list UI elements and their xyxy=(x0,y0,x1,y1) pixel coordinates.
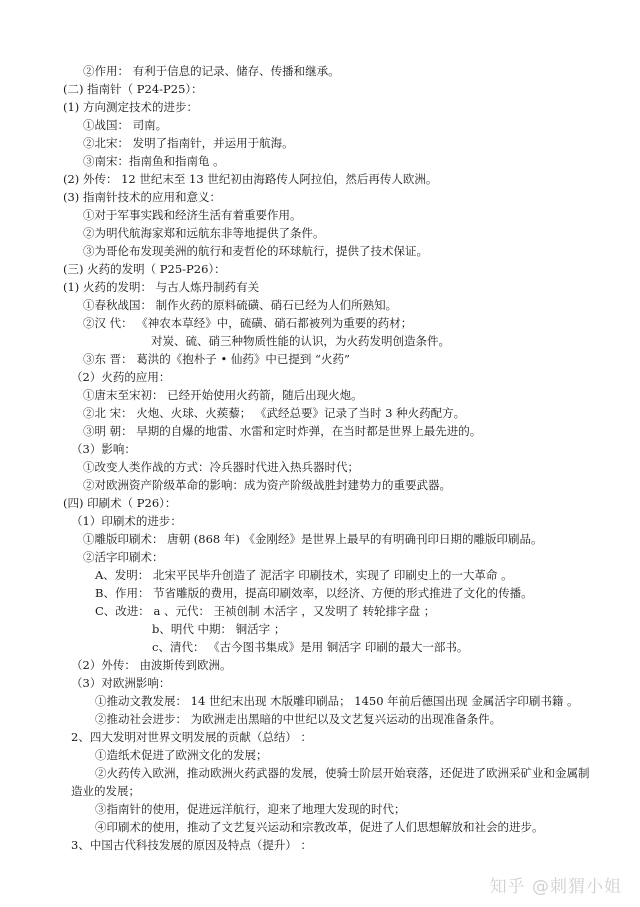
subsection-heading: （1）印刷术的进步： xyxy=(71,514,182,528)
text-line: ④印刷术的使用，推动了文艺复兴运动和宗教改革，促进了人们思想解放和社会的进步。 xyxy=(95,820,544,834)
subsection-heading: （3）对欧洲影响： xyxy=(71,676,171,690)
subsection-heading: (1) 火药的发明： 与古人炼丹制药有关 xyxy=(63,280,260,294)
text-line: c、清代： 《古今图书集成》是用 铜活字 印刷的最大一部书。 xyxy=(152,640,469,654)
text-line: b、明代 中期： 铜活字 ； xyxy=(152,622,286,636)
text-line: ②为明代航海家郑和远航东非等地提供了条件。 xyxy=(83,226,325,240)
text-line: ②北 宋： 火炮、火球、火蒺藜； 《武经总要》记录了当时 3 种火药配方。 xyxy=(83,406,466,420)
text-line: ①雕版印刷术： 唐朝 (868 年) 《金刚经》是世界上最早的有明确刊印日期的雕版印刷品。 xyxy=(83,532,543,546)
text-line: ①唐末至宋初： 已经开始使用火药箭，随后出现火炮。 xyxy=(83,388,363,402)
text-line: ②活字印刷术： xyxy=(83,550,164,564)
text-line: 造业的发展； xyxy=(71,784,140,798)
text-line: ②推动社会进步： 为欧洲走出黑暗的中世纪以及文艺复兴运动的出现准备条件。 xyxy=(95,712,502,726)
text-line: ③为哥伦布发现美洲的航行和麦哲伦的环球航行，提供了技术保证。 xyxy=(83,244,428,258)
section-heading: 3、中国古代科技发展的原因及特点（提升） ： xyxy=(71,838,312,852)
watermark: 知乎 @刺猬小姐 xyxy=(489,877,622,897)
text-line: C、改进： a 、元代： 王祯创制 木活字 ，又发明了 转轮排字盘 ； xyxy=(95,604,436,618)
subsection-heading: (1) 方向测定技术的进步： xyxy=(63,100,198,114)
text-line: ②作用： 有利于信息的记录、储存、传播和继承。 xyxy=(83,64,340,78)
subsection-heading: (3) 指南针技术的应用和意义： xyxy=(63,190,221,204)
text-line: 对炭、硫、硝三种物质性能的认识，为火药发明创造条件。 xyxy=(151,334,450,348)
section-heading: (二) 指南针（ P24-P25）： xyxy=(63,82,203,96)
text-line: ①战国： 司南。 xyxy=(83,118,168,132)
text-line: ①春秋战国： 制作火药的原料硫磺、硝石已经为人们所熟知。 xyxy=(83,298,398,312)
text-line: ③东 晋： 葛洪的《抱朴子 • 仙药》中已提到 “火药” xyxy=(83,352,350,366)
text-line: ①造纸术促进了欧洲文化的发展； xyxy=(95,748,268,762)
text-line: ②汉 代： 《神农本草经》中，硫磺、硝石都被列为重要的药材； xyxy=(83,316,413,330)
section-heading: (三) 火药的发明（ P25-P26）： xyxy=(63,262,226,276)
text-line: B、作用： 节省雕版的费用，提高印刷效率，以经济、方便的形式推进了文化的传播。 xyxy=(95,586,533,600)
text-line: ③指南针的使用，促进远洋航行，迎来了地理大发现的时代； xyxy=(95,802,406,816)
text-line: ③南宋：指南鱼和指南龟 。 xyxy=(83,154,225,168)
text-line: ②北宋： 发明了指南针，并运用于航海。 xyxy=(83,136,294,150)
text-line: ①推动文教发展： 14 世纪末出现 木版雕印刷品； 1450 年前后德国出现 金属活字印刷书籍 。 xyxy=(95,694,579,708)
section-heading: 2、四大发明对世界文明发展的贡献（总结） ： xyxy=(71,730,312,744)
section-heading: (四) 印刷术（ P26）： xyxy=(63,496,177,510)
subsection-heading: （2）火药的应用： xyxy=(71,370,171,384)
subsection-heading: （2）外传： 由波斯传到欧洲。 xyxy=(71,658,232,672)
text-line: ③明 朝： 早期的自爆的地雷、水雷和定时炸弹，在当时都是世界上最先进的。 xyxy=(83,424,482,438)
subsection-heading: (2) 外传： 12 世纪末至 13 世纪初由海路传人阿拉伯，然后再传人欧洲。 xyxy=(63,172,438,186)
text-line: A、发明： 北宋平民毕升创造了 泥活字 印刷技术，实现了 印刷史上的一大革命 。 xyxy=(95,568,513,582)
text-line: ①改变人类作战的方式：冷兵器时代进入热兵器时代； xyxy=(83,460,359,474)
text-line: ①对于军事实践和经济生活有着重要作用。 xyxy=(83,208,302,222)
text-line: ②火药传入欧洲，推动欧洲火药武器的发展，使骑士阶层开始衰落，还促进了欧洲采矿业和金属制 xyxy=(95,766,590,780)
subsection-heading: （3）影响： xyxy=(71,442,136,456)
text-line: ②对欧洲资产阶级革命的影响：成为资产阶级战胜封建势力的重要武器。 xyxy=(83,478,451,492)
